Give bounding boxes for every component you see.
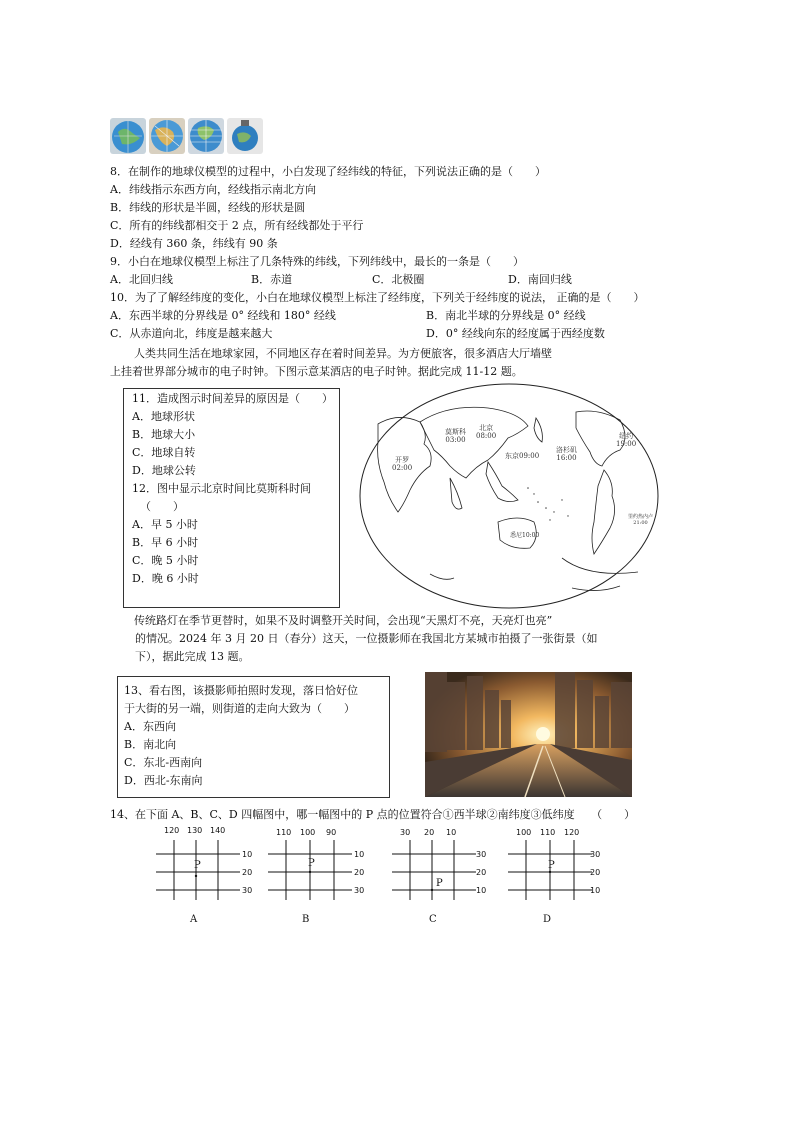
globe-photo-4 (227, 118, 263, 154)
grid-a-side-label: 30 (242, 886, 253, 895)
q9-stem: 9．小白在地球仪模型上标注了几条特殊的纬线，下列纬线中，最长的一条是（ ） (110, 255, 524, 268)
q8-option-a: A．纬线指示东西方向，经线指示南北方向 (110, 183, 316, 196)
intro11-line1: 人类共同生活在地球家园，不同地区存在着时间差异。为方便旅客，很多酒店大厅墙壁 (134, 347, 552, 360)
intro13-line1: 传统路灯在季节更替时，如果不及时调整开关时间，会出现“天黑灯不亮，天亮灯也亮” (134, 614, 553, 627)
grid-d-top-label: 110 (540, 828, 556, 837)
q13-option-b: B．南北向 (124, 738, 177, 751)
grid-a-side-label: 20 (242, 868, 253, 877)
q13-option-d: D．西北-东南向 (124, 774, 203, 787)
intro13-line3: 下），据此完成 13 题。 (135, 650, 250, 663)
map-city-moscow: 莫斯科 03:00 (445, 428, 466, 444)
grid-b-point-p: P (308, 858, 315, 869)
q9-option-c: C．北极圈 (372, 273, 425, 286)
q10-option-d: D．0° 经线向东的经度属于西经度数 (426, 327, 605, 340)
q9-option-d: D．南回归线 (508, 273, 572, 286)
q12-blank: （ ） (140, 500, 184, 513)
grid-b-top-label: 110 (276, 828, 292, 837)
q10-option-c: C．从赤道向北，纬度是越来越大 (110, 327, 273, 340)
globe-photo-1 (110, 118, 146, 154)
q13-stem-line1: 13、看右图，该摄影师拍照时发现，落日恰好位 (124, 684, 358, 697)
q8-option-d: D．经线有 360 条，纬线有 90 条 (110, 237, 278, 250)
map-city-los-angeles: 洛杉矶 16:00 (556, 446, 577, 462)
q8-option-c: C．所有的纬线都相交于 2 点，所有经线都处于平行 (110, 219, 364, 232)
grid-b-side-label: 30 (354, 886, 365, 895)
grid-c-top-label: 20 (424, 828, 435, 837)
q11-stem: 11．造成图示时间差异的原因是（ ） (132, 392, 333, 405)
grid-a (150, 826, 260, 926)
q8-option-b: B．纬线的形状是半圆，经线的形状是圆 (110, 201, 306, 214)
q13-option-c: C．东北-西南向 (124, 756, 203, 769)
grid-c-point-p: P (436, 878, 443, 889)
intro11-line2: 上挂着世界部分城市的电子时钟。下图示意某酒店的电子时钟。据此完成 11-12 题。 (110, 365, 523, 378)
map-city-beijing: 北京 08:00 (476, 424, 497, 440)
grid-c-side-label: 10 (476, 886, 487, 895)
grid-a-top-label: 140 (210, 826, 226, 835)
grid-b-side-label: 20 (354, 868, 365, 877)
grid-b-top-label: 100 (300, 828, 316, 837)
q12-option-b: B．早 6 小时 (132, 536, 199, 549)
q9-option-b: B．赤道 (251, 273, 293, 286)
grid-a-top-label: 120 (164, 826, 180, 835)
grid-b-top-label: 90 (326, 828, 337, 837)
q14-stem: 14、在下面 A、B、C、D 四幅图中，哪一幅图中的 P 点的位置符合①西半球②南纬度③低纬度 （ ） (110, 808, 636, 821)
grid-a-point-p: P (194, 860, 201, 871)
grid-c-label: C (429, 914, 437, 925)
world-map-globe (358, 382, 660, 610)
q9-option-a: A．北回归线 (110, 273, 173, 286)
q12-option-a: A．早 5 小时 (132, 518, 198, 531)
map-city-cairo: 开罗 02:00 (392, 456, 413, 472)
grid-a-label: A (190, 914, 198, 925)
q11-option-a: A．地球形状 (132, 410, 195, 423)
q10-option-a: A．东西半球的分界线是 0° 经线和 180° 经线 (110, 309, 336, 322)
grid-b-label: B (302, 914, 310, 925)
q11-option-d: D．地球公转 (132, 464, 196, 477)
map-city-rio: 里约热内卢 21:00 (628, 514, 654, 526)
q12-stem: 12．图中显示北京时间比莫斯科时间 (132, 482, 311, 495)
street-sunset-photo (425, 672, 632, 797)
grid-a-top-label: 130 (187, 826, 203, 835)
grid-d-side-label: 10 (590, 886, 601, 895)
map-city-sydney: 悉尼10:00 (510, 532, 540, 539)
grid-d (504, 826, 614, 926)
grid-c-side-label: 30 (476, 850, 487, 859)
q10-option-b: B．南北半球的分界线是 0° 经线 (426, 309, 586, 322)
map-city-new-york: 纽约 19:00 (616, 432, 637, 448)
q12-option-d: D．晚 6 小时 (132, 572, 199, 585)
intro13-line2: 的情况。2024 年 3 月 20 日（春分）这天，一位摄影师在我国北方某城市拍摄了一张街景（如 (135, 632, 598, 645)
globe-photo-3 (188, 118, 224, 154)
q11-option-b: B．地球大小 (132, 428, 196, 441)
grid-b (264, 826, 374, 926)
grid-b-side-label: 10 (354, 850, 365, 859)
grid-c-top-label: 10 (446, 828, 457, 837)
grid-c-top-label: 30 (400, 828, 411, 837)
map-city-tokyo: 东京09:00 (505, 452, 540, 460)
q8-stem: 8．在制作的地球仪模型的过程中，小白发现了经纬线的特征，下列说法正确的是（ ） (110, 165, 546, 178)
grid-c-side-label: 20 (476, 868, 487, 877)
grid-d-point-p: P (548, 860, 555, 871)
grid-c (386, 826, 496, 926)
grid-d-top-label: 120 (564, 828, 580, 837)
q13-option-a: A．东西向 (124, 720, 176, 733)
q10-stem: 10．为了了解经纬度的变化，小白在地球仪模型上标注了经纬度，下列关于经纬度的说法， 正确的是（ ） (110, 291, 645, 304)
q13-stem-line2: 于大街的另一端，则街道的走向大致为（ ） (124, 702, 355, 715)
grid-d-side-label: 30 (590, 850, 601, 859)
q12-option-c: C．晚 5 小时 (132, 554, 199, 567)
q11-option-c: C．地球自转 (132, 446, 196, 459)
grid-d-label: D (543, 914, 552, 925)
grid-a-side-label: 10 (242, 850, 253, 859)
globe-photo-2 (149, 118, 185, 154)
grid-d-side-label: 20 (590, 868, 601, 877)
grid-d-top-label: 100 (516, 828, 532, 837)
